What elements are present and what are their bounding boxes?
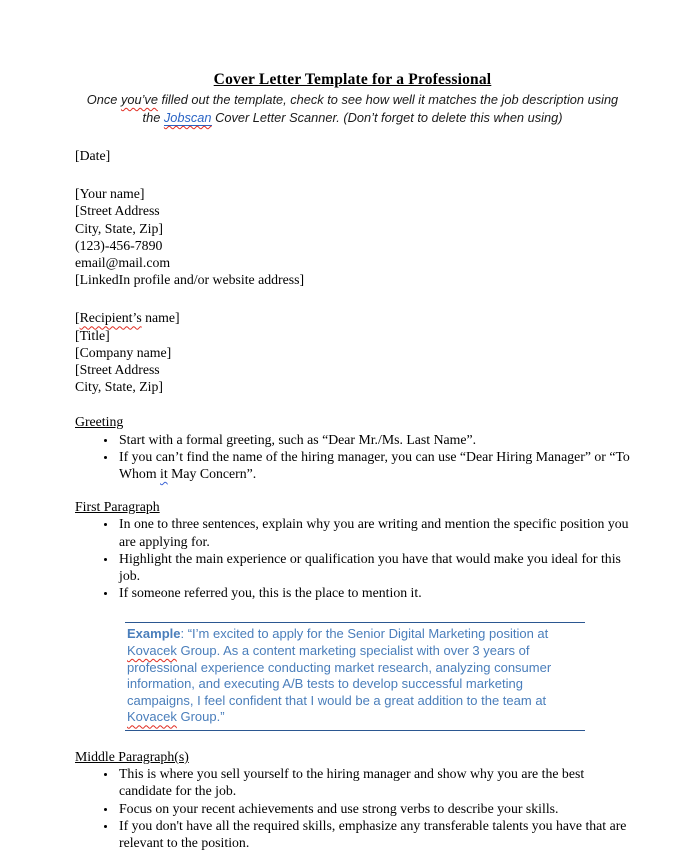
sender-city-line: City, State, Zip]: [75, 220, 164, 236]
example-text: : “I’m excited to apply for the Senior Digital Marketing position at: [180, 626, 549, 642]
recipient-title-line: [Title]: [75, 327, 110, 343]
bullet-item: • If you don't have all the required skills, emphasize any transferable talents you have that are relevant to the position.: [117, 817, 630, 851]
recipient-name-text: [: [75, 310, 80, 326]
sender-name-line: [Your name]: [75, 186, 145, 202]
subtitle-text: Once: [86, 92, 121, 107]
grammar-flagged-word: it: [160, 466, 168, 482]
document-subtitle: [75, 91, 630, 127]
example-text: Group.”: [176, 709, 225, 725]
sender-linkedin-line: [LinkedIn profile and/or website address]: [75, 272, 305, 288]
recipient-name-text: name]: [141, 310, 180, 326]
bullet-item: [117, 448, 630, 482]
misspelled-word: Kovacek: [127, 643, 177, 659]
misspelled-word: Recipient’s: [79, 310, 142, 326]
jobscan-link[interactable]: Jobscan: [163, 110, 212, 125]
section-heading-greeting: Greeting: [75, 414, 124, 430]
first-paragraph-bullet-list: [75, 515, 630, 601]
bullet-item: • Start with a formal greeting, such as “Dear Mr./Ms. Last Name”.: [117, 431, 630, 448]
recipient-street-line: [Street Address: [75, 362, 160, 378]
subtitle-text: the: [142, 110, 164, 125]
example-text: Group. As a content marketing specialist with over 3 years of professional experience conducting market research, analyzing consumer information, and executing A/B tests to develop successful marketing campaigns, I feel confident that I would be a great addition to the team at: [127, 643, 552, 708]
misspelled-word: Kovacek: [127, 709, 177, 725]
example-label: Example: [127, 626, 181, 642]
greeting-bullet-list: [75, 431, 630, 483]
bullet-text: May Concern”.: [167, 466, 257, 482]
sender-email-line: email@mail.com: [75, 255, 171, 271]
bullet-item: • If someone referred you, this is the place to mention it.: [117, 584, 630, 601]
recipient-company-line: [Company name]: [75, 344, 172, 360]
section-heading-first-paragraph: First Paragraph: [75, 499, 160, 515]
example-box: [125, 622, 585, 731]
document-title: Cover Letter Template for a Professional: [213, 71, 492, 88]
bullet-text: If you can’t find the name of the hiring manager, you can use “Dear Hiring Manager” or “To Whom: [119, 448, 630, 482]
bullet-item: • This is where you sell yourself to the hiring manager and show why you are the best candidate for the job.: [117, 765, 630, 799]
date-placeholder: [Date]: [75, 148, 111, 163]
bullet-item: • Highlight the main experience or qualification you have that would make you ideal for this job.: [117, 550, 630, 584]
subtitle-text: filled out the template, check to see how well it matches the job description using: [157, 92, 619, 107]
middle-paragraph-bullet-list: [75, 765, 630, 851]
sender-block: [75, 185, 630, 288]
sender-street-line: [Street Address: [75, 203, 160, 219]
section-heading-middle-paragraphs: Middle Paragraph(s): [75, 749, 189, 765]
sender-phone-line: (123)-456-7890: [75, 237, 163, 253]
recipient-name-line: [75, 309, 630, 326]
recipient-block: [75, 309, 630, 395]
misspelled-word: you’ve: [120, 92, 158, 107]
bullet-item: • In one to three sentences, explain why you are writing and mention the specific position you are applying for.: [117, 515, 630, 549]
recipient-city-line: City, State, Zip]: [75, 379, 164, 395]
bullet-item: • Focus on your recent achievements and use strong verbs to describe your skills.: [117, 800, 630, 817]
subtitle-text: Cover Letter Scanner. (Don’t forget to delete this when using): [211, 110, 563, 125]
